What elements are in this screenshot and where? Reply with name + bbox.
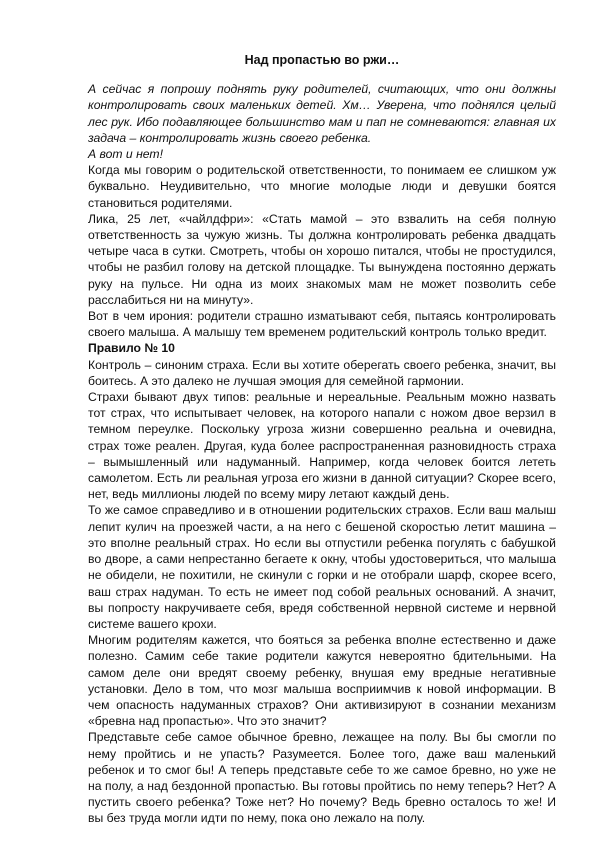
body-paragraph: Страхи бывают двух типов: реальные и нереальные. Реальным можно назвать тот страх, что испытывает человек, на которого напали с ножом двое верзил в темном переулке. Поскольку угроза жизни совершенно реальна и очевидна, страх тоже реален. Другая, куда более распространенная разновидность страха – вымышленный или надуманный. Например, когда человек боится лететь самолетом. Есть ли реальная угроза его жизни в данной ситуации? Скорее всего, нет, ведь миллионы людей по всему миру летают каждый день.: [88, 390, 556, 502]
document-page: [88, 52, 556, 827]
document-title: Над пропастью во ржи…: [244, 53, 400, 67]
body-paragraph: Многим родителям кажется, что бояться за ребенка вполне естественно и даже полезно. Самим себе такие родители кажутся невероятно бдительными. На самом деле они вредят своему ребенку, внушая ему вредные негативные установки. Дело в том, что мозг малыша восприимчив к новой информации. В чем опасность надуманных страхов? Они активизируют в сознании механизм «бревна над пропастью». Что это значит?: [88, 633, 556, 729]
body-paragraph: То же самое справедливо и в отношении родительских страхов. Если ваш малыш лепит кулич на проезжей части, а на него с бешеной скоростью летит машина – это вполне реальный страх. Но если вы отпустили ребенка погулять с бабушкой во дворе, а сами непрестанно бегаете к окну, чтобы удостовериться, что малыша не обидели, не похитили, не скинули с горки и не отобрали шарф, скорее всего, ваш страх надуман. То есть не имеет под собой реальных оснований. А значит, вы попросту накручиваете себя, вредя собственной нервной системе и нервной системе вашего крохи.: [88, 503, 556, 631]
intro-paragraph: А сейчас я попрошу поднять руку родителей, считающих, что они должны контролировать своих маленьких детей. Хм… Уверена, что поднялся целый лес рук. Ибо подавляющее большинство мам и пап не сомневаются: главная их задача – контролировать жизнь своего ребенка.: [88, 82, 556, 145]
body-paragraph: Контроль – синоним страха. Если вы хотите оберегать своего ребенка, значит, вы боитесь. А это далеко не лучшая эмоция для семейной гармонии.: [88, 357, 556, 388]
quote-paragraph: Лика, 25 лет, «чайлдфри»: «Стать мамой – это взвалить на себя полную ответственность за чужую жизнь. Ты должна контролировать ребенка двадцать четыре часа в сутки. Смотреть, чтобы он хорошо питался, чтобы не простудился, чтобы не разбил голову на детской площадке. Ты вынуждена постоянно держать руку на пульсе. Ни одна из моих знакомых мам не может позволить себе расслабиться ни на минуту».: [88, 211, 556, 307]
body-paragraph: Когда мы говорим о родительской ответственности, то понимаем ее слишком уж буквально. Неудивительно, что многие молодые люди и девушки боятся становиться родителями.: [88, 163, 556, 210]
body-paragraph: Представьте себе самое обычное бревно, лежащее на полу. Вы бы смогли по нему пройтись и не упасть? Разумеется. Более того, даже ваш маленький ребенок и то смог бы! А теперь представьте себе то же самое бревно, но уже не на полу, а над бездонной пропастью. Вы готовы пройтись по нему теперь? Нет? А пустить своего ребенка? Тоже нет? Но почему? Ведь бревно осталось то же! И вы без труда могли идти по нему, пока оно лежало на полу.: [88, 730, 556, 826]
intro-answer: А вот и нет!: [88, 147, 163, 162]
body-paragraph: Вот в чем ирония: родители страшно изматывают себя, пытаясь контролировать своего малыша. А малышу тем временем родительский контроль только вредит.: [88, 309, 556, 340]
rule-heading: Правило № 10: [88, 341, 175, 356]
